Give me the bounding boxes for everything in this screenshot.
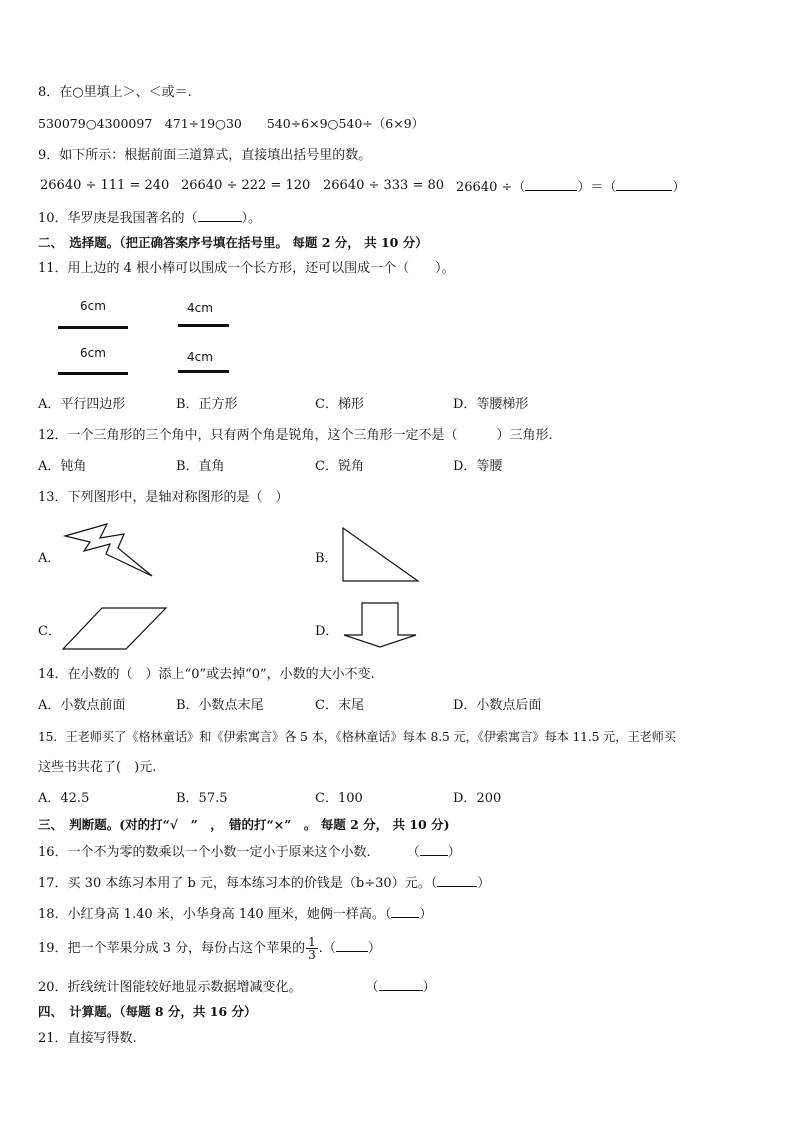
q18-text: 18．小红身高 1.40 米，小华身高 140 厘米，她俩一样高。（ xyxy=(38,907,392,922)
fraction-denominator: 3 xyxy=(308,948,316,962)
q16 xyxy=(38,843,461,861)
q16-tail: （ xyxy=(406,845,420,860)
q17 xyxy=(38,874,490,892)
q14-option-a[interactable]: A．小数点前面 xyxy=(38,698,126,713)
fraction-one-third xyxy=(306,936,318,961)
stick-label-4: 4cm xyxy=(187,350,213,364)
section-4-heading: 四、 计算题。（每题 8 分，共 16 分） xyxy=(38,1004,257,1019)
q16-end: ） xyxy=(447,845,461,860)
q9-blank-2[interactable] xyxy=(616,178,672,191)
q18-blank[interactable] xyxy=(391,905,419,918)
q12-text: 12．一个三角形的三个角中，只有两个角是锐角，这个三角形一定不是（ ）三角形. xyxy=(38,428,553,443)
q17-text: 17．买 30 本练习本用了 b 元，每本练习本的价钱是（b÷30）元。（ xyxy=(38,876,438,891)
q9-eq4 xyxy=(456,178,685,196)
q18-end: ） xyxy=(419,907,433,922)
q19-end: ） xyxy=(367,941,381,956)
q17-end: ） xyxy=(477,876,491,891)
q19-tail: .（ xyxy=(318,941,336,956)
q11-text: 11．用上边的 4 根小棒可以围成一个长方形，还可以围成一个（ ）。 xyxy=(38,261,455,276)
q19-blank[interactable] xyxy=(336,939,368,952)
down-arrow-shape xyxy=(340,601,420,649)
stick-3 xyxy=(58,372,128,375)
q9-eq1: 26640 ÷ 111 = 240 xyxy=(40,178,170,193)
q11-option-d[interactable]: D．等腰梯形 xyxy=(453,397,529,412)
q13-text: 13．下列图形中，是轴对称图形的是（ ） xyxy=(38,490,289,505)
q15-option-d[interactable]: D．200 xyxy=(453,791,502,806)
q13-label-a[interactable]: A． xyxy=(38,551,61,566)
stick-4 xyxy=(178,370,229,373)
q20-blank[interactable] xyxy=(379,978,423,991)
q21-text: 21．直接写得数. xyxy=(38,1031,137,1046)
q13-label-d[interactable]: D． xyxy=(315,624,339,639)
stick-label-2: 4cm xyxy=(187,301,213,315)
q18 xyxy=(38,905,432,923)
q16-blank[interactable] xyxy=(420,843,448,856)
q10-blank[interactable] xyxy=(198,209,242,222)
q15-option-b[interactable]: B．57.5 xyxy=(176,791,228,806)
q15-option-a[interactable]: A．42.5 xyxy=(38,791,90,806)
q13-label-b[interactable]: B． xyxy=(315,551,338,566)
q19 xyxy=(38,936,381,962)
q11-option-c[interactable]: C．梯形 xyxy=(315,397,364,412)
q10-text: 10．华罗庚是我国著名的（ xyxy=(38,211,198,226)
fraction-numerator: 1 xyxy=(308,935,316,949)
q12-option-a[interactable]: A．钝角 xyxy=(38,459,87,474)
q9-eq3: 26640 ÷ 333 = 80 xyxy=(323,178,445,193)
stick-1 xyxy=(58,326,128,329)
q12-option-d[interactable]: D．等腰 xyxy=(453,459,503,474)
right-triangle-shape xyxy=(340,526,422,584)
q10-end: ）。 xyxy=(241,211,262,226)
section-2-heading: 二、 选择题。（把正确答案序号填在括号里。 每题 2 分， 共 10 分） xyxy=(38,235,428,250)
stick-2 xyxy=(178,324,229,327)
q20 xyxy=(38,978,436,996)
parallelogram-shape xyxy=(60,605,170,651)
q11-option-b[interactable]: B．正方形 xyxy=(176,397,238,412)
q9-eq2: 26640 ÷ 222 = 120 xyxy=(181,178,311,193)
q14-text: 14．在小数的（ ）添上“0”或去掉“0”，小数的大小不变. xyxy=(38,667,375,682)
section-3-heading: 三、 判断题。(对的打“√ ” ， 错的打“×” 。 每题 2 分， 共 10 分) xyxy=(38,817,450,832)
q15-option-c[interactable]: C．100 xyxy=(315,791,363,806)
q16-text: 16．一个不为零的数乘以一个小数一定小于原来这个小数. xyxy=(38,845,371,860)
q8-items: 530079○4300097 471÷19○30 540÷6×9○540÷（6×9） xyxy=(38,116,425,131)
q9-eq4-mid: ）＝（ xyxy=(577,180,617,195)
q12-option-b[interactable]: B．直角 xyxy=(176,459,225,474)
q20-end: ） xyxy=(422,980,436,995)
q14-option-b[interactable]: B．小数点末尾 xyxy=(176,698,264,713)
q15-line-2: 这些书共花了( )元. xyxy=(38,760,157,775)
q15-line-1: 15．王老师买了《格林童话》和《伊索寓言》各 5 本，《格林童话》每本 8.5 元，《伊索寓言》每本 11.5 元，王老师买 xyxy=(38,730,676,744)
q17-blank[interactable] xyxy=(437,874,477,887)
q19-text: 19．把一个苹果分成 3 分，每份占这个苹果的 xyxy=(38,941,306,956)
stick-label-3: 6cm xyxy=(80,346,106,360)
q9-blank-1[interactable] xyxy=(525,178,577,191)
q20-tail: （ xyxy=(365,980,379,995)
q9-eq4-end: ） xyxy=(672,180,686,195)
stick-label-1: 6cm xyxy=(80,299,106,313)
q20-text: 20．折线统计图能较好地显示数据增减变化。 xyxy=(38,980,302,995)
q14-option-d[interactable]: D．小数点后面 xyxy=(453,698,542,713)
q13-label-c[interactable]: C． xyxy=(38,624,61,639)
q9-eq4-start: 26640 ÷（ xyxy=(456,180,526,195)
q8-title: 8．在○里填上＞、＜或＝. xyxy=(38,85,192,100)
q9-title: 9．如下所示：根据前面三道算式，直接填出括号里的数。 xyxy=(38,148,372,163)
q14-option-c[interactable]: C．末尾 xyxy=(315,698,364,713)
q10 xyxy=(38,209,261,227)
lightning-shape xyxy=(62,524,157,580)
q12-option-c[interactable]: C．锐角 xyxy=(315,459,364,474)
q11-option-a[interactable]: A．平行四边形 xyxy=(38,397,126,412)
